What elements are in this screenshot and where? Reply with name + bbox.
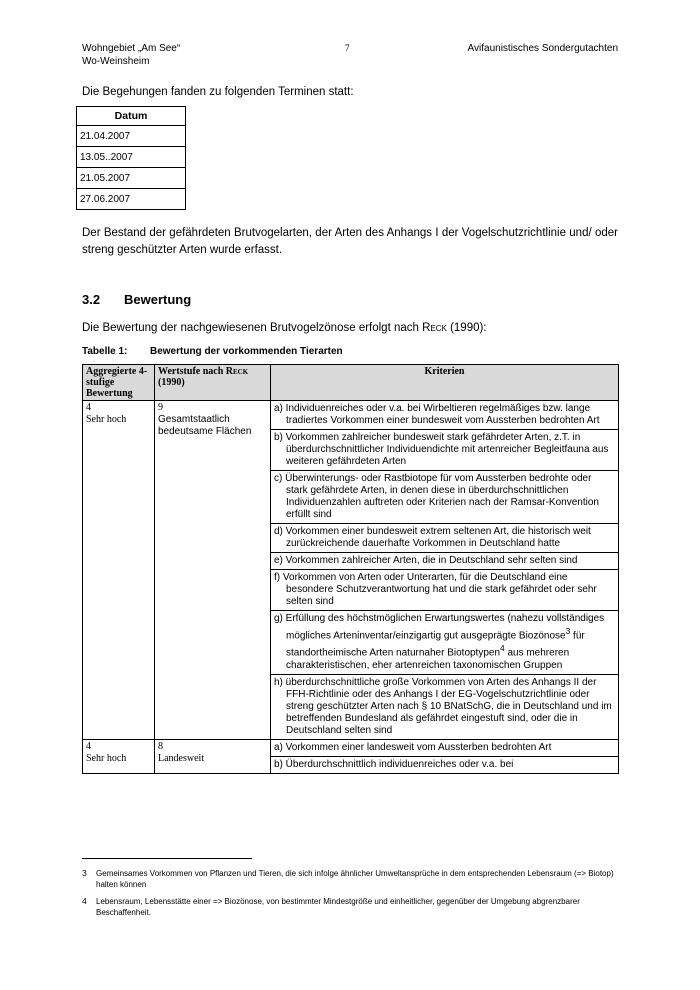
rating-text: Sehr hoch: [86, 752, 127, 764]
header-criteria: Kriterien: [271, 365, 619, 401]
footnote-ref-3: 3: [565, 626, 571, 636]
dates-header: Datum: [77, 107, 186, 126]
section-heading: [82, 292, 191, 307]
criterion-g-part2: für standortheimische Arten naturnaher Biotoptypen: [286, 630, 585, 659]
header-author: Reck: [225, 366, 249, 377]
criteria-cell: [271, 739, 619, 773]
table-row: [83, 401, 619, 740]
header-document-type: Avifaunistisches Sondergutachten: [467, 43, 618, 54]
evaluation-intro-text: Die Bewertung der nachgewiesenen Brutvogelzönose erfolgt nach: [82, 322, 423, 334]
criterion-item: b) Überdurchschnittlich individuenreiches oder v.a. bei: [274, 758, 514, 770]
criterion-g-part1: g) Erfüllung des höchstmöglichen Erwartungswertes (nahezu vollständiges mögliches Arteninventar/einzigartig gut ausgeprägte Biozönose: [274, 613, 605, 642]
criterion-item: d) Vorkommen einer bundesweit extrem seltenen Art, die historisch weit zurückreichende dauerhafte Vorkommen in Deutschland hatte: [271, 524, 618, 553]
criterion-item: b) Vorkommen zahlreicher bundesweit stark gefährdeter Arten, z.T. in überdurchschnittlicher Individuendichte mit artenreicher Begleitfauna aus weiteren gefährdeten Arten: [271, 430, 618, 471]
footnote-number: 4: [82, 896, 87, 906]
header-project-title: Wohngebiet „Am See“: [82, 43, 181, 54]
footnote: [82, 896, 618, 918]
rating-cell: [83, 739, 155, 773]
table-caption: [82, 346, 343, 357]
table-caption-label: Tabelle 1:: [82, 346, 128, 357]
table-row: [83, 739, 619, 773]
evaluation-intro: [82, 322, 487, 334]
value-level-number: 8: [158, 740, 163, 752]
value-level-text: Landesweit: [158, 752, 205, 764]
footnote-ref-4: 4: [500, 643, 505, 654]
date-cell: 21.05.2007: [77, 168, 186, 189]
rating-text: Sehr hoch: [86, 414, 127, 425]
criterion-item: h) überdurchschnittliche große Vorkommen von Arten des Anhangs II der FFH-Richtlinie oder des Anhangs I der EG-Vogelschutzrichtlinie oder streng geschützter Arten nach § 10 BNatSchG, die in Deutschland und im betreffenden Bundesland als gefährdet eingestuft sind, oder die in Deutschland selten sind: [274, 676, 612, 736]
value-level-cell: [155, 401, 271, 740]
header-year: (1990): [158, 377, 185, 388]
value-level-cell: [155, 739, 271, 773]
footnote: [82, 868, 618, 890]
footnote-text: Lebensraum, Lebensstätte einer => Biozönose, von bestimmter Mindestgröße und einheitlicher, gegenüber der Umgebung abgrenzbarer Beschaffenheit.: [96, 897, 580, 917]
date-cell: 27.06.2007: [77, 189, 186, 210]
section-title: Bewertung: [124, 292, 192, 307]
date-cell: 21.04.2007: [77, 126, 186, 147]
header-value-level: [155, 365, 271, 401]
evaluation-table: [82, 364, 619, 774]
evaluation-intro-year: (1990):: [446, 322, 487, 334]
footnote-text: Gemeinsames Vorkommen von Pflanzen und Tieren, die sich infolge ähnlicher Umweltansprüche in dem entsprechenden Lebensraum (=> Biotop) halten können: [96, 869, 614, 889]
intro-text: Die Begehungen fanden zu folgenden Terminen statt:: [82, 86, 354, 98]
value-level-text: Gesamtstaatlich bedeutsame Flächen: [158, 414, 252, 437]
header-left: [82, 42, 180, 68]
author-reference: Reck: [422, 322, 447, 334]
footnote-separator: [82, 858, 252, 859]
header-aggregated-rating: Aggregierte 4-stufige Bewertung: [83, 365, 155, 401]
criterion-item: a) Individuenreiches oder v.a. bei Wirbeltieren regelmäßiges bzw. lange tradiertes Vorkommen einer bundesweit vom Aussterben bedrohten Art: [271, 401, 618, 430]
footnote-number: 3: [82, 868, 87, 878]
rating-level: 4: [86, 402, 91, 413]
header-location: Wo-Weinsheim: [82, 56, 150, 67]
section-number: 3.2: [82, 292, 101, 307]
table-caption-text: Bewertung der vorkommenden Tierarten: [150, 346, 343, 357]
criterion-item: f) Vorkommen von Arten oder Unterarten, für die Deutschland eine besondere Schutzverantwortung hat und die stark gefährdet oder sehr selten sind: [271, 570, 618, 611]
inventory-paragraph: Der Bestand der gefährdeten Brutvogelarten, der Arten des Anhangs I der Vogelschutzrichtlinie und/ oder streng geschützter Arten wurde erfasst.: [82, 227, 618, 256]
criterion-item: a) Vorkommen einer landesweit vom Aussterben bedrohten Art: [271, 740, 618, 757]
header-value-level-text: Wertstufe nach: [158, 366, 226, 377]
value-level-number: 9: [158, 402, 163, 413]
criterion-g-part3: aus mehreren charakteristischen, eher artenreichen taxonomischen Gruppen: [286, 647, 570, 671]
table-header-row: [83, 365, 619, 401]
criteria-cell: [271, 401, 619, 740]
rating-cell: [83, 401, 155, 740]
criterion-item: e) Vorkommen zahlreicher Arten, die in Deutschland sehr selten sind: [271, 553, 618, 570]
criterion-item: c) Überwinterungs- oder Rastbiotope für vom Aussterben bedrohte oder stark gefährdete Arten, in denen diese in überdurchschnittlichen Individuenzahlen auftreten oder Kriterien nach der Ramsar-Konvention erfüllt sind: [271, 471, 618, 524]
date-cell: 13.05..2007: [77, 147, 186, 168]
dates-table: [76, 106, 186, 210]
criterion-item-g: [271, 611, 618, 675]
page-number: 7: [345, 43, 350, 53]
rating-level: 4: [86, 740, 91, 752]
